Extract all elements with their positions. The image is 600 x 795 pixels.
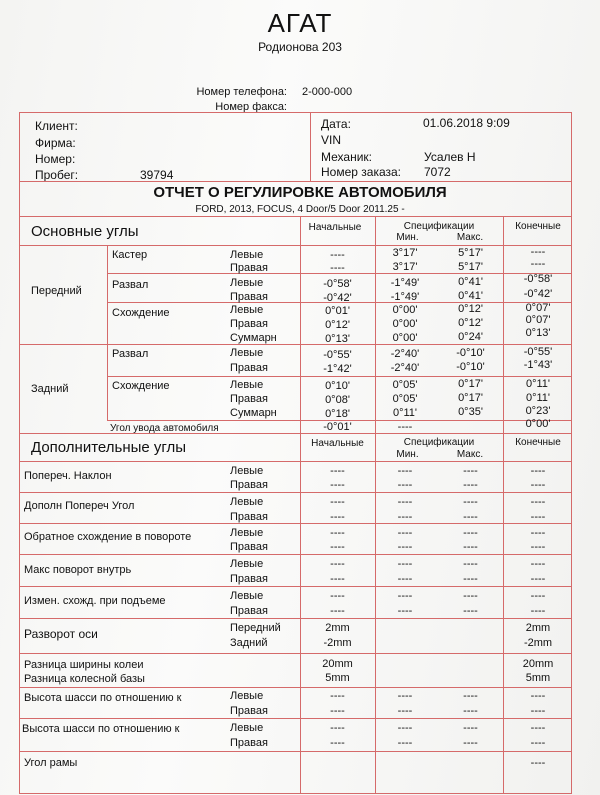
empty-value-cell: ----: [330, 737, 345, 749]
date-value: 01.06.2018 9:09: [423, 116, 510, 130]
row-side-label: Левые: [230, 277, 264, 289]
row-side-label: Правая: [230, 605, 268, 617]
axle-rear-initial: -2mm: [323, 637, 352, 649]
ride-height-1-label: Высота шасси по отношению к: [24, 692, 182, 704]
main-final-value: 0°11': [525, 392, 551, 404]
empty-value-cell: ----: [397, 573, 413, 585]
extra-angles-title: Дополнительные углы: [31, 439, 187, 456]
empty-value-cell: ----: [330, 541, 345, 553]
kingpin-inclination-label: Попереч. Наклон: [24, 470, 112, 482]
empty-value-cell: ----: [397, 605, 413, 617]
col-max: Макс.: [456, 449, 484, 460]
main-max-value: 0°12': [458, 317, 483, 329]
empty-value-cell: ----: [330, 496, 345, 508]
main-min-value: 0°05': [392, 379, 418, 391]
main-initial-value: 0°08': [325, 394, 350, 406]
main-min-value: -2°40': [390, 348, 420, 360]
empty-value-cell: ----: [330, 527, 345, 539]
empty-value-cell: ----: [463, 590, 478, 602]
empty-value-cell: ----: [330, 590, 345, 602]
row-side-label: Правая: [230, 511, 268, 523]
empty-value-cell: ----: [397, 465, 413, 477]
row-side-label: Левые: [230, 590, 264, 602]
row-side-label: Правая: [230, 318, 268, 330]
empty-value-cell: ----: [530, 605, 546, 617]
main-final-value: -0°42': [523, 288, 553, 300]
axle-rear-final: -2mm: [523, 637, 553, 649]
main-min-value: 0°00': [392, 304, 418, 316]
main-max-value: 0°41': [458, 290, 483, 302]
axle-front-initial: 2mm: [325, 622, 350, 634]
main-initial-value: -0°55': [323, 349, 352, 361]
main-initial-value: -1°42': [323, 363, 352, 375]
phone-value: 2-000-000: [302, 86, 353, 98]
included-angle-label: Дополн Попереч Угол: [24, 500, 135, 512]
row-side-label: Левые: [230, 722, 264, 734]
empty-value-cell: ----: [397, 590, 413, 602]
toe-change-label: Измен. схожд. при подъеме: [24, 595, 166, 607]
company-name: АГАТ: [267, 8, 333, 38]
track-width-diff-label: Разница ширины колеи: [24, 659, 144, 671]
vehicle-description: FORD, 2013, FOCUS, 4 Door/5 Door 2011.25 -: [195, 204, 405, 215]
main-max-value: -0°10': [456, 347, 485, 359]
main-min-value: 0°00': [392, 318, 418, 330]
main-min-value: 0°05': [392, 393, 418, 405]
empty-value-cell: ----: [330, 511, 345, 523]
empty-value-cell: ----: [530, 590, 546, 602]
empty-value-cell: ----: [330, 690, 345, 702]
row-side-label: Левые: [230, 527, 264, 539]
main-min-value: 3°17': [392, 247, 418, 259]
mechanic-value: Усалев Н: [424, 150, 476, 164]
empty-value-cell: ----: [530, 496, 546, 508]
report-title: ОТЧЕТ О РЕГУЛИРОВКЕ АВТОМОБИЛЯ: [153, 184, 447, 201]
main-max-value: 5°17': [458, 247, 483, 259]
row-side-label: Суммарн: [230, 407, 277, 419]
wheelbase-diff-label: Разница колесной базы: [24, 673, 145, 685]
frame-angle-label: Угол рамы: [24, 757, 78, 769]
main-initial-value: 0°12': [325, 319, 350, 331]
empty-value-cell: ----: [463, 690, 478, 702]
main-initial-value: 0°10': [325, 380, 350, 392]
frame-angle-final: ----: [530, 757, 546, 769]
main-initial-value: 0°13': [325, 333, 350, 345]
main-initial-value: -0°58': [323, 278, 352, 290]
row-side-label: Правая: [230, 541, 268, 553]
col-max: Макс.: [456, 232, 484, 243]
empty-value-cell: ----: [530, 558, 546, 570]
company-address: Родионова 203: [258, 40, 342, 54]
order-label: Номер заказа:: [321, 165, 402, 179]
row-side-label: Левые: [230, 249, 264, 261]
empty-value-cell: ----: [530, 690, 546, 702]
empty-value-cell: ----: [397, 690, 413, 702]
row-side-label: Правая: [230, 479, 268, 491]
empty-value-cell: ----: [463, 527, 478, 539]
row-side-label: Левые: [230, 347, 264, 359]
col-final: Конечные: [515, 437, 561, 448]
row-side-label: Правая: [230, 737, 268, 749]
main-min-value: -1°49': [390, 277, 420, 289]
toe-out-on-turn-label: Обратное схождение в повороте: [24, 531, 192, 543]
row-side-label: Правая: [230, 393, 268, 405]
thrust-angle-label: Угол увода автомобиля: [110, 423, 219, 434]
empty-value-cell: ----: [330, 573, 345, 585]
row-side-label: Левые: [230, 690, 264, 702]
main-angles-title: Основные углы: [31, 223, 139, 240]
front-axle-label: Передний: [31, 285, 82, 297]
number-label: Номер:: [35, 152, 76, 166]
empty-value-cell: ----: [397, 705, 413, 717]
axle-front-final: 2mm: [525, 622, 551, 634]
main-max-value: 5°17': [458, 261, 483, 273]
thrust-min-value: ----: [397, 421, 413, 433]
empty-value-cell: ----: [397, 737, 413, 749]
empty-value-cell: ----: [463, 511, 478, 523]
row-side-label: Передний: [230, 622, 281, 634]
empty-value-cell: ----: [530, 722, 546, 734]
front-camber-label: Развал: [112, 279, 149, 291]
main-min-value: 0°00': [392, 332, 418, 344]
main-max-value: 0°17': [458, 392, 483, 404]
empty-value-cell: ----: [463, 705, 478, 717]
ride-height-2-label: Высота шасси по отношению к: [22, 723, 180, 735]
col-min: Мин.: [396, 449, 419, 460]
row-side-label: Правая: [230, 262, 268, 274]
main-final-value: ----: [530, 258, 546, 270]
caster-label: Кастер: [112, 249, 148, 261]
empty-value-cell: ----: [530, 527, 546, 539]
empty-value-cell: ----: [463, 496, 478, 508]
col-specs: Спецификации: [403, 437, 475, 448]
thrust-final-value: 0°00': [525, 418, 551, 430]
main-final-value: -0°58': [523, 273, 553, 285]
row-side-label: Левые: [230, 379, 264, 391]
main-initial-value: -0°42': [323, 292, 352, 304]
track-initial: 20mm: [322, 658, 353, 670]
main-final-value: ----: [530, 246, 546, 258]
row-side-label: Задний: [230, 637, 268, 649]
main-min-value: 3°17': [392, 261, 418, 273]
main-min-value: -1°49': [390, 291, 420, 303]
row-side-label: Правая: [230, 705, 268, 717]
empty-value-cell: ----: [397, 527, 413, 539]
max-turn-label: Макс поворот внутрь: [24, 564, 132, 576]
empty-value-cell: ----: [463, 737, 478, 749]
empty-value-cell: ----: [463, 465, 478, 477]
main-final-value: 0°07': [525, 314, 551, 326]
main-min-value: -2°40': [390, 362, 420, 374]
main-initial-value: ----: [330, 249, 345, 261]
empty-value-cell: ----: [463, 479, 478, 491]
empty-value-cell: ----: [463, 722, 478, 734]
main-max-value: 0°17': [458, 378, 483, 390]
row-side-label: Левые: [230, 558, 264, 570]
rear-axle-label: Задний: [31, 383, 69, 395]
main-max-value: 0°12': [458, 303, 483, 315]
main-max-value: 0°41': [458, 276, 483, 288]
col-min: Мин.: [396, 232, 419, 243]
main-min-value: 0°11': [392, 407, 418, 419]
empty-value-cell: ----: [330, 705, 345, 717]
row-side-label: Левые: [230, 465, 264, 477]
row-side-label: Правая: [230, 291, 268, 303]
fax-label: Номер факса:: [215, 101, 287, 113]
mileage-value: 39794: [140, 168, 174, 182]
empty-value-cell: ----: [530, 465, 546, 477]
col-final: Конечные: [515, 221, 561, 232]
front-toe-label: Схождение: [112, 307, 170, 319]
client-label: Клиент:: [35, 119, 78, 133]
row-side-label: Суммарн: [230, 332, 277, 344]
empty-value-cell: ----: [530, 705, 546, 717]
empty-value-cell: ----: [330, 722, 345, 734]
empty-value-cell: ----: [463, 558, 478, 570]
main-max-value: -0°10': [456, 361, 485, 373]
rear-camber-label: Развал: [112, 348, 149, 360]
main-initial-value: 0°01': [325, 305, 350, 317]
wheelbase-initial: 5mm: [325, 672, 350, 684]
track-final: 20mm: [522, 658, 554, 670]
empty-value-cell: ----: [397, 558, 413, 570]
firm-label: Фирма:: [35, 136, 76, 150]
thrust-initial-value: -0°01': [323, 421, 352, 433]
main-final-value: 0°13': [525, 327, 551, 339]
empty-value-cell: ----: [530, 737, 546, 749]
empty-value-cell: ----: [463, 541, 478, 553]
empty-value-cell: ----: [330, 605, 345, 617]
empty-value-cell: ----: [397, 541, 413, 553]
empty-value-cell: ----: [397, 722, 413, 734]
empty-value-cell: ----: [397, 511, 413, 523]
main-initial-value: ----: [330, 262, 345, 274]
empty-value-cell: ----: [530, 573, 546, 585]
empty-value-cell: ----: [463, 573, 478, 585]
main-final-value: 0°11': [525, 378, 551, 390]
col-initial: Начальные: [311, 438, 364, 449]
row-side-label: Правая: [230, 362, 268, 374]
row-side-label: Правая: [230, 573, 268, 585]
empty-value-cell: ----: [397, 496, 413, 508]
main-final-value: 0°23': [525, 405, 551, 417]
rear-toe-label: Схождение: [112, 380, 170, 392]
vin-label: VIN: [321, 133, 342, 147]
main-max-value: 0°24': [458, 331, 483, 343]
axle-offset-label: Разворот оси: [24, 627, 98, 641]
empty-value-cell: ----: [530, 541, 546, 553]
mechanic-label: Механик:: [321, 150, 372, 164]
main-max-value: 0°35': [458, 406, 483, 418]
col-specs: Спецификации: [403, 221, 475, 232]
main-final-value: -0°55': [523, 346, 553, 358]
row-side-label: Левые: [230, 496, 264, 508]
date-label: Дата:: [321, 117, 351, 131]
phone-label: Номер телефона:: [196, 86, 287, 98]
empty-value-cell: ----: [330, 479, 345, 491]
row-side-label: Левые: [230, 304, 264, 316]
empty-value-cell: ----: [330, 558, 345, 570]
order-value: 7072: [424, 165, 451, 179]
empty-value-cell: ----: [397, 479, 413, 491]
wheelbase-final: 5mm: [525, 672, 551, 684]
empty-value-cell: ----: [330, 465, 345, 477]
main-final-value: -1°43': [523, 359, 553, 371]
main-initial-value: 0°18': [325, 408, 350, 420]
empty-value-cell: ----: [463, 605, 478, 617]
empty-value-cell: ----: [530, 511, 546, 523]
main-final-value: 0°07': [525, 302, 551, 314]
col-initial: Начальные: [308, 222, 362, 233]
mileage-label: Пробег:: [35, 168, 79, 182]
empty-value-cell: ----: [530, 479, 546, 491]
